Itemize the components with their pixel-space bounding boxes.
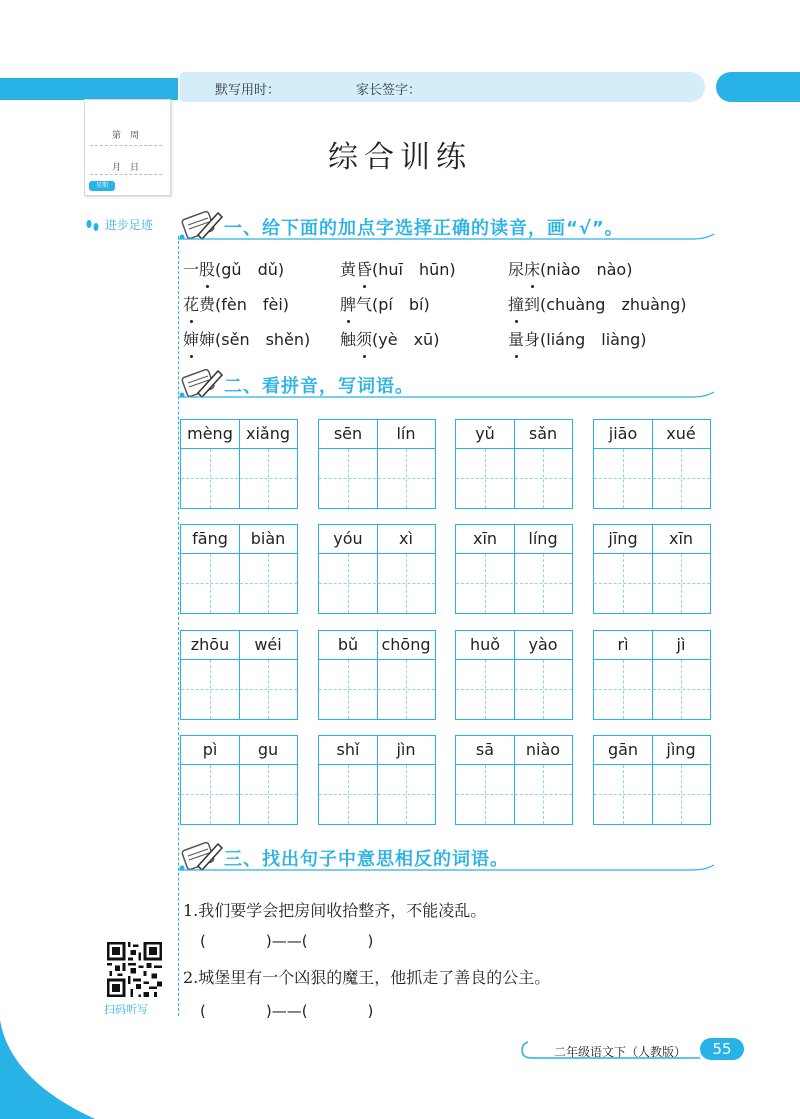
tianzige-grid[interactable] bbox=[318, 419, 436, 509]
grid-guide bbox=[348, 660, 349, 719]
tianzige-grid[interactable] bbox=[180, 419, 298, 509]
pinyin: xì bbox=[399, 529, 413, 548]
book-label: 二年级语文下（人教版） bbox=[554, 1045, 687, 1059]
grid-guide bbox=[268, 660, 269, 719]
tianzige-grid[interactable] bbox=[455, 630, 573, 720]
grid-guide bbox=[623, 449, 624, 508]
pinyin: sēn bbox=[333, 424, 363, 443]
grid-guide bbox=[485, 449, 486, 508]
grid-guide bbox=[181, 478, 297, 479]
grid-guide bbox=[319, 583, 435, 584]
pinyin: jì bbox=[676, 635, 686, 654]
grid-guide bbox=[348, 765, 349, 824]
pinyin: fāng bbox=[192, 529, 228, 548]
grid-guide bbox=[181, 794, 297, 795]
grid-guide bbox=[268, 554, 269, 613]
slogan-text: 进步足迹 bbox=[104, 218, 153, 232]
pinyin: xué bbox=[666, 424, 696, 443]
margin-line bbox=[178, 236, 179, 1016]
grid-guide bbox=[268, 449, 269, 508]
pinyin: jiāo bbox=[608, 424, 638, 443]
grid-divider bbox=[652, 631, 653, 719]
tianzige-grid[interactable] bbox=[593, 524, 711, 614]
reading-item: 婶婶(sěn shěn) bbox=[183, 327, 310, 350]
grid-guide bbox=[406, 765, 407, 824]
pinyin: bǔ bbox=[337, 635, 359, 654]
pinyin: yóu bbox=[333, 529, 363, 548]
pinyin: jìn bbox=[396, 740, 416, 759]
reading-item: 黄昏(huī hūn) bbox=[340, 257, 456, 280]
ring-icon bbox=[110, 90, 118, 98]
page-number: 55 bbox=[700, 1038, 744, 1060]
answer-blank-1[interactable]: ( )——( ) bbox=[200, 932, 374, 950]
grid-guide bbox=[681, 449, 682, 508]
qr-code-icon[interactable] bbox=[107, 942, 162, 997]
reading-item: 脾气(pí bí) bbox=[340, 292, 430, 315]
grid-guide bbox=[406, 554, 407, 613]
section1-underline bbox=[178, 232, 718, 242]
month-day-label: 月 日 bbox=[112, 163, 140, 173]
pinyin: wéi bbox=[254, 635, 282, 654]
grid-divider bbox=[239, 525, 240, 613]
grid-guide bbox=[181, 583, 297, 584]
pinyin: zhōu bbox=[190, 635, 230, 654]
grid-divider bbox=[652, 420, 653, 508]
tianzige-grid[interactable] bbox=[318, 735, 436, 825]
grid-guide bbox=[543, 449, 544, 508]
grid-guide bbox=[485, 660, 486, 719]
qr-label: 扫码听写 bbox=[104, 1003, 148, 1016]
grid-guide bbox=[210, 449, 211, 508]
section1-title: 一、给下面的加点字选择正确的读音，画“√”。 bbox=[224, 218, 624, 239]
grid-guide bbox=[456, 583, 572, 584]
ring-icon bbox=[146, 90, 154, 98]
tianzige-grid[interactable] bbox=[318, 630, 436, 720]
grid-guide bbox=[210, 554, 211, 613]
reading-item: 一股(gǔ dǔ) bbox=[183, 257, 284, 280]
grid-guide bbox=[319, 794, 435, 795]
top-bar-right bbox=[716, 72, 800, 102]
grid-divider bbox=[514, 525, 515, 613]
reading-item: 量身(liáng liàng) bbox=[508, 327, 647, 350]
pinyin: sǎn bbox=[528, 424, 558, 443]
corner-decoration bbox=[0, 1000, 100, 1119]
grid-guide bbox=[348, 554, 349, 613]
grid-guide bbox=[543, 765, 544, 824]
grid-guide bbox=[681, 765, 682, 824]
tianzige-grid[interactable] bbox=[180, 524, 298, 614]
pinyin: yào bbox=[528, 635, 558, 654]
pinyin: biàn bbox=[250, 529, 286, 548]
pinyin: lín bbox=[396, 424, 416, 443]
pinyin: xīn bbox=[668, 529, 694, 548]
grid-guide bbox=[319, 478, 435, 479]
grid-divider bbox=[377, 525, 378, 613]
sentence-2: 2.城堡里有一个凶狠的魔王，他抓走了善良的公主。 bbox=[183, 968, 551, 987]
tianzige-grid[interactable] bbox=[593, 419, 711, 509]
grid-divider bbox=[514, 631, 515, 719]
pinyin: huǒ bbox=[469, 635, 501, 654]
pinyin: gān bbox=[607, 740, 639, 759]
grid-guide bbox=[268, 765, 269, 824]
sentence-1: 1.我们要学会把房间收拾整齐，不能凌乱。 bbox=[183, 901, 487, 920]
grid-divider bbox=[514, 736, 515, 824]
grid-guide bbox=[485, 765, 486, 824]
grid-guide bbox=[543, 554, 544, 613]
pinyin: niào bbox=[525, 740, 561, 759]
side-slogan bbox=[85, 216, 153, 233]
reading-item: 花费(fèn fèi) bbox=[183, 292, 289, 315]
section2-title: 二、看拼音，写词语。 bbox=[224, 376, 414, 397]
dictation-time-label: 默写用时： bbox=[215, 83, 281, 98]
grid-divider bbox=[652, 525, 653, 613]
tianzige-grid[interactable] bbox=[455, 524, 573, 614]
tianzige-grid[interactable] bbox=[180, 630, 298, 720]
grid-divider bbox=[377, 736, 378, 824]
ring-icon bbox=[128, 90, 136, 98]
pinyin: gu bbox=[257, 740, 279, 759]
pinyin: xīn bbox=[472, 529, 498, 548]
grid-guide bbox=[681, 554, 682, 613]
section2-underline bbox=[178, 390, 718, 400]
section3-underline bbox=[178, 863, 718, 873]
reading-item: 尿床(niào nào) bbox=[508, 257, 632, 280]
grid-guide bbox=[456, 794, 572, 795]
pinyin: mèng bbox=[187, 424, 233, 443]
grid-guide bbox=[406, 660, 407, 719]
grid-guide bbox=[210, 765, 211, 824]
pinyin: pì bbox=[202, 740, 218, 759]
pinyin: jīng bbox=[608, 529, 638, 548]
pinyin: líng bbox=[528, 529, 558, 548]
grid-guide bbox=[348, 449, 349, 508]
grid-guide bbox=[181, 689, 297, 690]
grid-guide bbox=[623, 554, 624, 613]
grid-guide bbox=[456, 478, 572, 479]
page-title: 综合训练 bbox=[328, 140, 472, 175]
reading-item: 撞到(chuàng zhuàng) bbox=[508, 292, 686, 315]
grid-guide bbox=[485, 554, 486, 613]
section3-title: 三、找出句子中意思相反的词语。 bbox=[224, 849, 509, 870]
grid-guide bbox=[456, 689, 572, 690]
grid-guide bbox=[543, 660, 544, 719]
tianzige-grid[interactable] bbox=[180, 735, 298, 825]
grid-guide bbox=[594, 583, 710, 584]
grid-divider bbox=[239, 420, 240, 508]
tianzige-grid[interactable] bbox=[455, 735, 573, 825]
grid-divider bbox=[377, 420, 378, 508]
grid-divider bbox=[514, 420, 515, 508]
grid-divider bbox=[377, 631, 378, 719]
reading-item: 触须(yè xū) bbox=[340, 327, 439, 350]
grid-divider bbox=[239, 631, 240, 719]
grid-guide bbox=[594, 794, 710, 795]
grid-divider bbox=[652, 736, 653, 824]
pinyin: shǐ bbox=[336, 740, 360, 759]
grid-guide bbox=[594, 689, 710, 690]
tianzige-grid[interactable] bbox=[593, 735, 711, 825]
pinyin: jìng bbox=[666, 740, 696, 759]
tianzige-grid[interactable] bbox=[455, 419, 573, 509]
pinyin: yǔ bbox=[475, 424, 495, 443]
weekday-badge: 星期 bbox=[89, 181, 115, 191]
grid-guide bbox=[319, 689, 435, 690]
footprints-icon bbox=[85, 219, 101, 233]
grid-guide bbox=[623, 660, 624, 719]
answer-blank-2[interactable]: ( )——( ) bbox=[200, 1002, 374, 1020]
grid-guide bbox=[594, 478, 710, 479]
pinyin: xiǎng bbox=[245, 424, 290, 443]
grid-guide bbox=[623, 765, 624, 824]
pinyin: rì bbox=[617, 635, 629, 654]
pinyin: chōng bbox=[381, 635, 431, 654]
week-label: 第 周 bbox=[112, 131, 140, 141]
tianzige-grid[interactable] bbox=[318, 524, 436, 614]
grid-guide bbox=[210, 660, 211, 719]
grid-guide bbox=[681, 660, 682, 719]
parent-signature-label: 家长签字： bbox=[356, 83, 422, 98]
tianzige-grid[interactable] bbox=[593, 630, 711, 720]
grid-guide bbox=[406, 449, 407, 508]
grid-divider bbox=[239, 736, 240, 824]
ring-icon bbox=[92, 90, 100, 98]
pinyin: sā bbox=[475, 740, 495, 759]
